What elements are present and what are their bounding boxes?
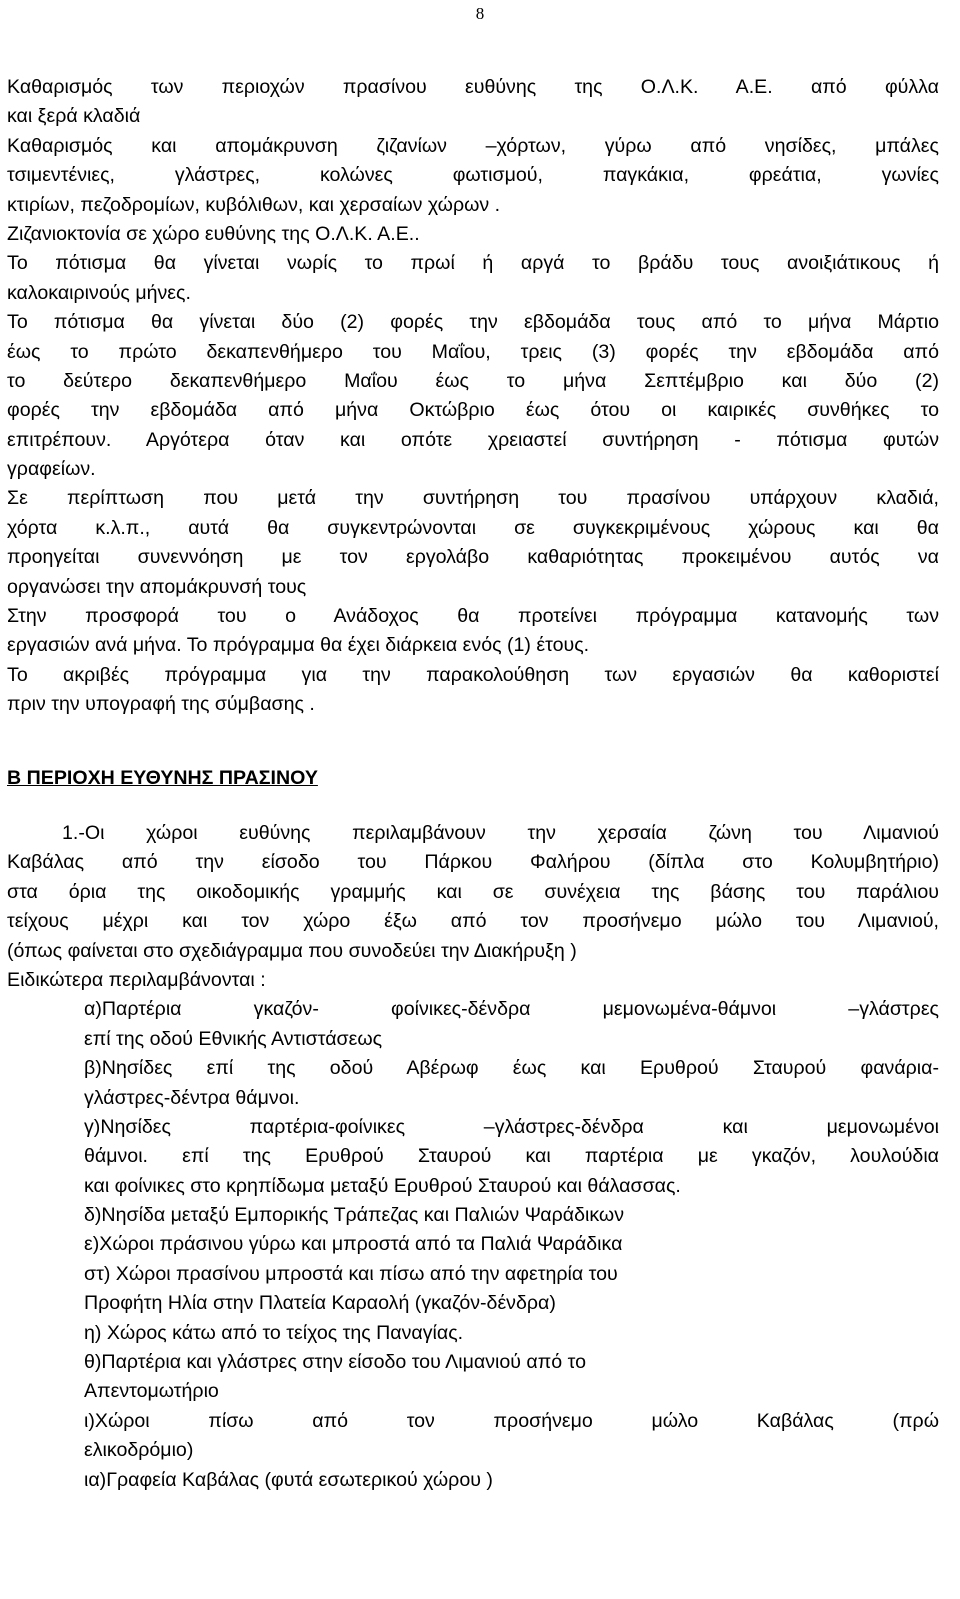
text-line: Σε περίπτωση που μετά την συντήρηση του πρασίνου υπάρχουν κλαδιά, xyxy=(7,487,939,510)
text-line: Το ακριβές πρόγραμμα για την παρακολούθηση των εργασιών θα καθοριστεί xyxy=(7,663,939,686)
text-line: 1.-Οι χώροι ευθύνης περιλαμβάνουν την χερσαία ζώνη του Λιμανιού xyxy=(62,821,939,844)
text-line: έως το πρώτο δεκαπενθήμερο του Μαΐου, τρεις (3) φορές την εβδομάδα από xyxy=(7,340,939,363)
areas-list xyxy=(7,995,939,1495)
list-item: η) Χώρος κάτω από το τείχος της Παναγίας. xyxy=(84,1321,464,1344)
section-heading: Β ΠΕΡΙΟΧΗ ΕΥΘΥΝΗΣ ΠΡΑΣΙΝΟΥ xyxy=(7,766,318,789)
list-item: ε)Χώροι πράσινου γύρω και μπροστά από τα Παλιά Ψαράδικα xyxy=(84,1233,623,1256)
list-item: στ) Χώροι πρασίνου μπροστά και πίσω από την αφετηρία του xyxy=(84,1262,618,1285)
list-item: Απεντομωτήριο xyxy=(84,1380,219,1403)
list-item: γλάστρες-δέντρα θάμνοι. xyxy=(84,1086,300,1109)
list-item: δ)Νησίδα μεταξύ Εμπορικής Τράπεζας και Παλιών Ψαράδικων xyxy=(84,1204,624,1227)
text-line: τσιμεντένιες, γλάστρες, κολώνες φωτισμού, παγκάκια, φρεάτια, γωνίες xyxy=(7,164,939,187)
list-item: γ)Νησίδες παρτέρια-φοίνικες –γλάστρες-δένδρα και μεμονωμένοι xyxy=(84,1115,939,1138)
list-item: α)Παρτέρια γκαζόν- φοίνικες-δένδρα μεμονωμένα-θάμνοι –γλάστρες xyxy=(84,998,939,1021)
text-line: καλοκαιρινούς μήνες. xyxy=(7,281,191,304)
text-line: και ξερά κλαδιά xyxy=(7,105,141,128)
text-line: Το πότισμα θα γίνεται νωρίς το πρωί ή αργά το βράδυ τους ανοιξιάτικους ή xyxy=(7,252,939,275)
text-line: επιτρέπουν. Αργότερα όταν και οπότε χρειαστεί συντήρηση - πότισμα φυτών xyxy=(7,428,939,451)
list-item: θάμνοι. επί της Ερυθρού Σταυρού και παρτέρια με γκαζόν, λουλούδια xyxy=(84,1145,939,1168)
list-item: Προφήτη Ηλία στην Πλατεία Καραολή (γκαζόν-δένδρα) xyxy=(84,1292,556,1315)
text-line: στα όρια της οικοδομικής γραμμής και σε συνέχεια της βάσης του παράλιου xyxy=(7,880,939,903)
text-line: εργασιών ανά μήνα. Το πρόγραμμα θα έχει διάρκεια ενός (1) έτους. xyxy=(7,634,590,657)
list-item: θ)Παρτέρια και γλάστρες στην είσοδο του Λιμανιού από το xyxy=(84,1351,586,1374)
list-item: ια)Γραφεία Καβάλας (φυτά εσωτερικού χώρου ) xyxy=(84,1468,493,1491)
text-line: χόρτα κ.λ.π., αυτά θα συγκεντρώνονται σε συγκεκριμένους χώρους και θα xyxy=(7,516,939,539)
text-line: φορές την εβδομάδα από μήνα Οκτώβριο έως ότου οι καιρικές συνθήκες το xyxy=(7,399,939,422)
list-item: και φοίνικες στο κρηπίδωμα μεταξύ Ερυθρού Σταυρού και θάλασσας. xyxy=(84,1174,681,1197)
list-item: β)Νησίδες επί της οδού Αβέρωφ έως και Ερυθρού Σταυρού φανάρια- xyxy=(84,1057,939,1080)
text-line: Ζιζανιοκτονία σε χώρο ευθύνης της Ο.Λ.Κ. Α.Ε.. xyxy=(7,222,420,245)
list-item: ι)Χώροι πίσω από τον προσήνεμο μώλο Καβάλας (πρώ xyxy=(84,1409,939,1432)
text-line: πριν την υπογραφή της σύμβασης . xyxy=(7,693,315,716)
text-line: Στην προσφορά του ο Ανάδοχος θα προτείνει πρόγραμμα κατανομής των xyxy=(7,605,939,628)
text-line: οργανώσει την απομάκρυνσή τους xyxy=(7,575,307,598)
text-line: Το πότισμα θα γίνεται δύο (2) φορές την εβδομάδα τους από το μήνα Μάρτιο xyxy=(7,311,939,334)
text-line: κτιρίων, πεζοδρομίων, κυβόλιθων, και χερσαίων χώρων . xyxy=(7,193,501,216)
list-item: επί της οδού Εθνικής Αντιστάσεως xyxy=(84,1027,383,1050)
text-line: προηγείται συνεννόηση με τον εργολάβο καθαριότητας προκειμένου αυτός να xyxy=(7,546,939,569)
text-line: το δεύτερο δεκαπενθήμερο Μαΐου έως το μήνα Σεπτέμβριο και δύο (2) xyxy=(7,369,939,392)
text-line: Καθαρισμός και απομάκρυνση ζιζανίων –χόρτων, γύρω από νησίδες, μπάλες xyxy=(7,134,939,157)
text-line: τείχους μέχρι και τον χώρο έξω από τον προσήνεμο μώλο του Λιμανιού, xyxy=(7,910,939,933)
paragraph-areas xyxy=(7,819,939,995)
list-item: ελικοδρόμιο) xyxy=(84,1439,194,1462)
text-line: Καθαρισμός των περιοχών πρασίνου ευθύνης της Ο.Λ.Κ. Α.Ε. από φύλλα xyxy=(7,76,939,98)
text-line: Καβάλας από την είσοδο του Πάρκου Φαλήρου (δίπλα στο Κολυμβητήριο) xyxy=(7,851,939,874)
paragraph-cleaning xyxy=(7,73,939,720)
text-line: Ειδικώτερα περιλαμβάνονται : xyxy=(7,968,266,991)
page-number: 8 xyxy=(475,4,485,23)
text-line: γραφείων. xyxy=(7,458,96,481)
text-line: (όπως φαίνεται στο σχεδιάγραμμα που συνοδεύει την Διακήρυξη ) xyxy=(7,939,577,962)
document-body xyxy=(7,73,939,1495)
